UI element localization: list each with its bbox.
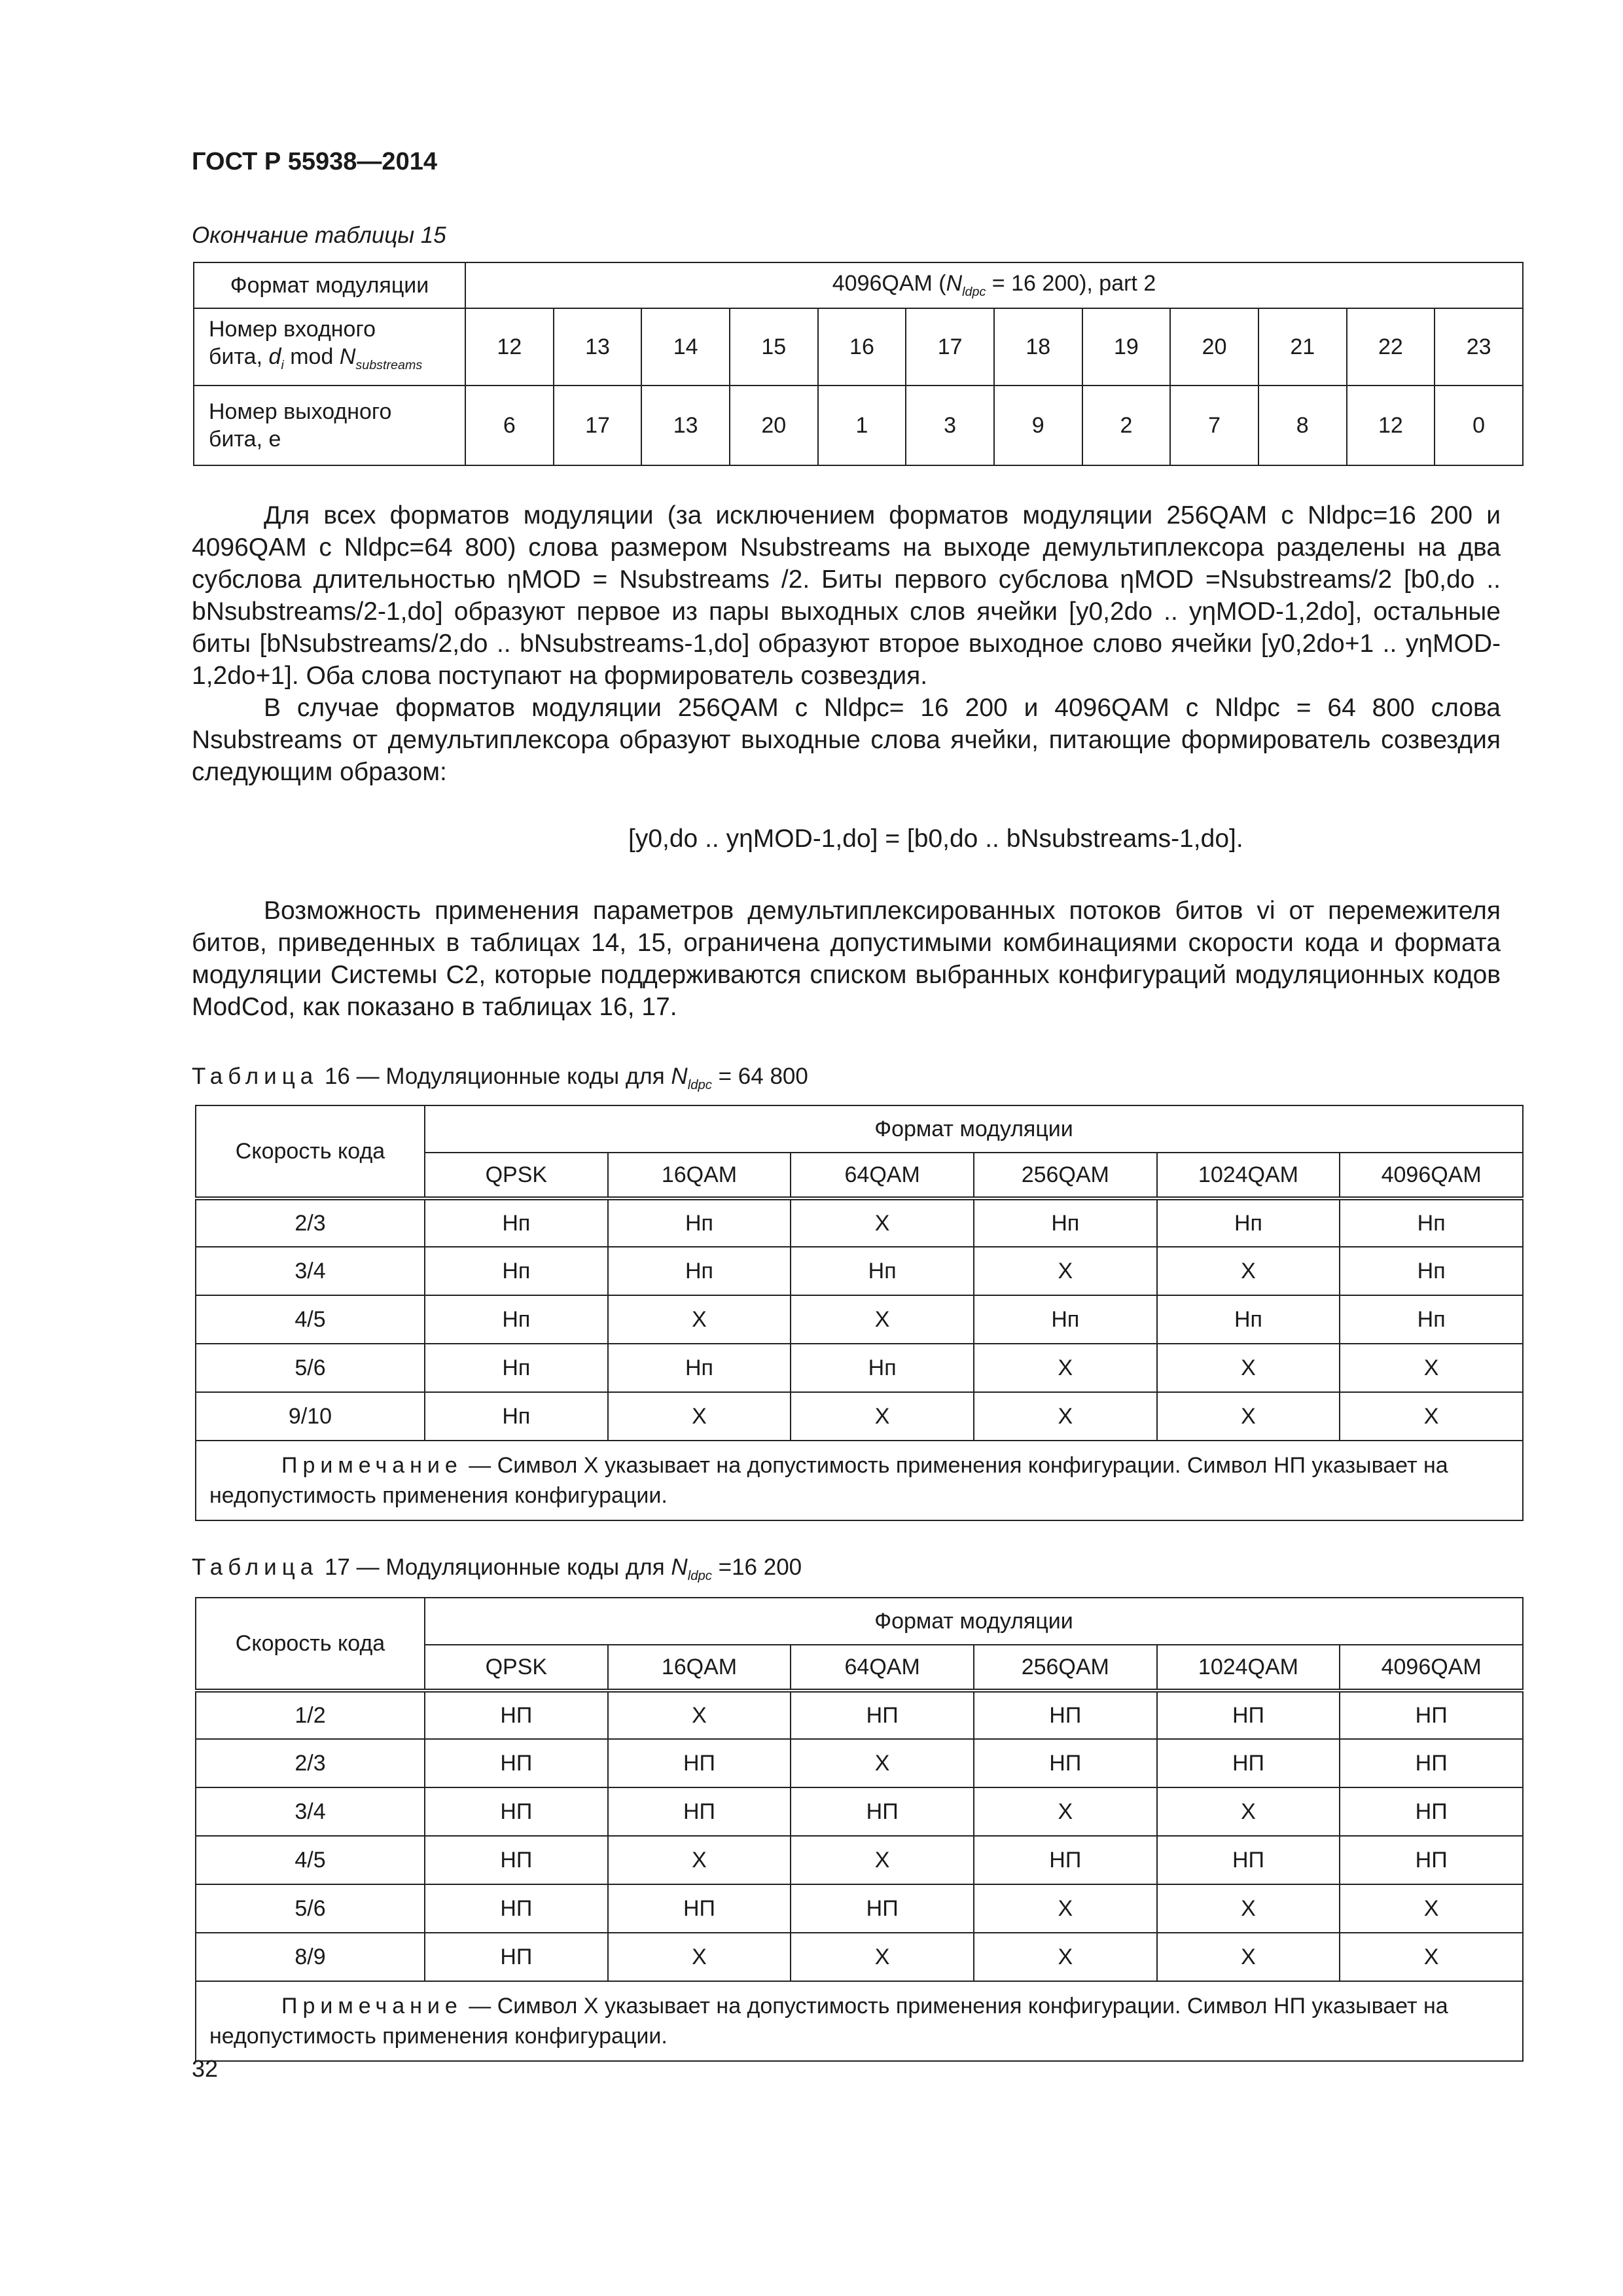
table16-cell: X xyxy=(1340,1392,1523,1441)
table16-cell: X xyxy=(1157,1344,1340,1392)
table-row xyxy=(196,1884,1523,1933)
table17-cell: X xyxy=(1157,1884,1340,1933)
table15-cell: 12 xyxy=(465,308,554,386)
table17-cell: НП xyxy=(608,1884,791,1933)
table15-cell: 2 xyxy=(1082,386,1171,465)
table16-cell: Нп xyxy=(608,1198,791,1247)
table16-col-header: 1024QAM xyxy=(1157,1153,1340,1198)
paragraph-1: Для всех форматов модуляции (за исключением форматов модуляции 256QAM с Nldpc=16 200 и 4096QAM с Nldpc=64 800) слова размером Nsubstreams на выходе демультиплексора разделены на два субслова длительностью ηMOD = Nsubstreams /2. Биты первого субслова ηMOD =Nsubstreams/2 [b0,do .. bNsubstreams/2-1,do] образуют первое из пары выходных слов ячейки [y0,2do .. yηMOD-1,2do], остальные биты [bNsubstreams/2,do .. bNsubstreams-1,do] образуют второе выходное слово ячейки [y0,2do+1 .. yηMOD-1,2do+1]. Оба слова поступают на формирователь созвездия. xyxy=(192,501,1501,690)
table16-cell: Нп xyxy=(1157,1198,1340,1247)
table17-rate-cell: 3/4 xyxy=(196,1787,425,1836)
table17-col-header: 64QAM xyxy=(791,1645,974,1691)
table17-rate-cell: 4/5 xyxy=(196,1836,425,1884)
table15-cell: 16 xyxy=(818,308,906,386)
table17-cell: X xyxy=(1157,1787,1340,1836)
table17-cell: X xyxy=(1340,1933,1523,1981)
table15-cell: 6 xyxy=(465,386,554,465)
table16-col-header: 64QAM xyxy=(791,1153,974,1198)
table15-cell: 23 xyxy=(1435,308,1523,386)
table16-cell: X xyxy=(974,1247,1157,1295)
table17-cell: X xyxy=(974,1933,1157,1981)
table16 xyxy=(195,1105,1524,1521)
table15-input-bit-row xyxy=(194,308,1523,386)
table15-format-value: 4096QAM ($N_{ldpc} = 16$ 200), part 2 xyxy=(465,262,1523,308)
table17-rate-cell: 2/3 xyxy=(196,1739,425,1787)
table17-note: Примечание — Символ X указывает на допустимость применения конфигурации. Символ НП указывает на недопустимость применения конфигурации. xyxy=(196,1981,1523,2061)
table-row xyxy=(196,1295,1523,1344)
table15-cell: 13 xyxy=(641,386,730,465)
table15-output-bit-row xyxy=(194,386,1523,465)
table-row xyxy=(196,1198,1523,1247)
table15-cell: 20 xyxy=(730,386,818,465)
table16-rate-cell: 5/6 xyxy=(196,1344,425,1392)
page-number: 32 xyxy=(192,2055,219,2082)
table17-col-header: 1024QAM xyxy=(1157,1645,1340,1691)
table17-cell: НП xyxy=(1340,1836,1523,1884)
table16-cell: Нп xyxy=(425,1247,608,1295)
table17-col-header: QPSK xyxy=(425,1645,608,1691)
table17-rate-header: Скорость кода xyxy=(196,1598,425,1691)
table16-cell: X xyxy=(791,1295,974,1344)
table-row xyxy=(196,1787,1523,1836)
table16-cell: Нп xyxy=(425,1344,608,1392)
table16-cell: Нп xyxy=(608,1344,791,1392)
table17-cell: НП xyxy=(1157,1836,1340,1884)
table16-cell: X xyxy=(974,1344,1157,1392)
table17-format-header: Формат модуляции xyxy=(425,1598,1523,1645)
table16-cell: Нп xyxy=(974,1198,1157,1247)
table16-cell: Нп xyxy=(608,1247,791,1295)
table17-cell: НП xyxy=(974,1739,1157,1787)
table16-rate-header: Скорость кода xyxy=(196,1105,425,1198)
table16-rate-cell: 9/10 xyxy=(196,1392,425,1441)
table16-rate-cell: 2/3 xyxy=(196,1198,425,1247)
table-row xyxy=(196,1933,1523,1981)
table17-cell: НП xyxy=(1340,1739,1523,1787)
table15-cell: 13 xyxy=(554,308,642,386)
table17-cell: X xyxy=(791,1933,974,1981)
table16-cell: Нп xyxy=(1157,1295,1340,1344)
table15-continuation-label: Окончание таблицы 15 xyxy=(192,223,446,248)
table17-rate-cell: 8/9 xyxy=(196,1933,425,1981)
table17-col-header: 256QAM xyxy=(974,1645,1157,1691)
table16-cell: Нп xyxy=(1340,1295,1523,1344)
table17-cell: X xyxy=(1340,1884,1523,1933)
table15-format-label: Формат модуляции xyxy=(194,262,465,308)
table16-cell: X xyxy=(608,1295,791,1344)
body-text xyxy=(192,499,1501,788)
table16-col-header: 256QAM xyxy=(974,1153,1157,1198)
table16-cell: X xyxy=(791,1198,974,1247)
table17-cell: X xyxy=(974,1787,1157,1836)
table16-cell: Нп xyxy=(425,1198,608,1247)
table16-cell: X xyxy=(1157,1247,1340,1295)
table17-cell: НП xyxy=(1157,1691,1340,1739)
table17-cell: НП xyxy=(791,1787,974,1836)
table17-note-row xyxy=(196,1981,1523,2061)
table-row xyxy=(196,1739,1523,1787)
table16-cell: X xyxy=(608,1392,791,1441)
table15-cell: 15 xyxy=(730,308,818,386)
table16-cell: X xyxy=(974,1392,1157,1441)
table16-col-header: QPSK xyxy=(425,1153,608,1198)
table-row xyxy=(196,1836,1523,1884)
table16-cell: Нп xyxy=(791,1344,974,1392)
table17-cell: НП xyxy=(425,1836,608,1884)
table17-cell: X xyxy=(608,1933,791,1981)
table15-cell: 0 xyxy=(1435,386,1523,465)
table16-cell: X xyxy=(1340,1344,1523,1392)
table15-cell: 17 xyxy=(906,308,994,386)
table16-note: Примечание — Символ X указывает на допустимость применения конфигурации. Символ НП указывает на недопустимость применения конфигурации. xyxy=(196,1441,1523,1520)
table16-cell: Нп xyxy=(1340,1198,1523,1247)
table16-rate-cell: 4/5 xyxy=(196,1295,425,1344)
table17-cell: X xyxy=(1157,1933,1340,1981)
formula: [y0,do .. yηMOD-1,do] = [b0,do .. bNsubstreams-1,do]. xyxy=(628,825,1243,853)
body-text-2 xyxy=(192,895,1501,1023)
table15 xyxy=(193,262,1524,466)
table17-cell: НП xyxy=(425,1787,608,1836)
table17-col-header: 16QAM xyxy=(608,1645,791,1691)
table17-cell: НП xyxy=(1340,1787,1523,1836)
table17-cell: НП xyxy=(425,1884,608,1933)
table17-col-header: 4096QAM xyxy=(1340,1645,1523,1691)
table15-cell: 20 xyxy=(1170,308,1258,386)
table16-cell: Нп xyxy=(425,1295,608,1344)
table15-cell: 1 xyxy=(818,386,906,465)
table17-cell: НП xyxy=(425,1691,608,1739)
table17-cell: X xyxy=(791,1739,974,1787)
paragraph-2: В случае форматов модуляции 256QAM с Nldpc= 16 200 и 4096QAM с Nldpc = 64 800 слова Nsubstreams от демультиплексора образуют выходные слова ячейки, питающие формирователь созвездия следующим образом: xyxy=(192,694,1501,786)
table15-cell: 14 xyxy=(641,308,730,386)
table-row xyxy=(196,1344,1523,1392)
table17-cell: X xyxy=(974,1884,1157,1933)
table15-cell: 7 xyxy=(1170,386,1258,465)
table16-rate-cell: 3/4 xyxy=(196,1247,425,1295)
table15-cell: 17 xyxy=(554,386,642,465)
table17-cell: НП xyxy=(791,1691,974,1739)
table16-cell: Нп xyxy=(791,1247,974,1295)
table16-col-header: 4096QAM xyxy=(1340,1153,1523,1198)
table15-cell: 19 xyxy=(1082,308,1171,386)
table17-cell: НП xyxy=(974,1836,1157,1884)
table-row xyxy=(196,1691,1523,1739)
table16-note-row xyxy=(196,1441,1523,1520)
table17-cell: НП xyxy=(974,1691,1157,1739)
table16-cell: Нп xyxy=(425,1392,608,1441)
table16-cell: Нп xyxy=(974,1295,1157,1344)
table17 xyxy=(195,1597,1524,2062)
table15-cell: 18 xyxy=(994,308,1082,386)
table-row xyxy=(196,1247,1523,1295)
table16-format-header: Формат модуляции xyxy=(425,1105,1523,1153)
table-row xyxy=(196,1392,1523,1441)
table15-cell: 12 xyxy=(1347,386,1435,465)
table17-cell: X xyxy=(791,1836,974,1884)
table16-cell: Нп xyxy=(1340,1247,1523,1295)
table17-caption: Таблица 17 — Модуляционные коды для $N_{ldpc} =16$ 200 xyxy=(192,1554,802,1583)
table16-caption: Таблица 16 — Модуляционные коды для $N_{ldpc} = 64$ 800 xyxy=(192,1064,808,1092)
table15-cell: 21 xyxy=(1258,308,1347,386)
table16-cell: X xyxy=(791,1392,974,1441)
table15-input-bit-label: Номер входного бита, $d_i$ mod $N_{substreams}$ xyxy=(194,308,465,386)
table16-col-header: 16QAM xyxy=(608,1153,791,1198)
table15-cell: 22 xyxy=(1347,308,1435,386)
table17-cell: НП xyxy=(608,1739,791,1787)
table15-cell: 8 xyxy=(1258,386,1347,465)
table17-rate-cell: 5/6 xyxy=(196,1884,425,1933)
table15-cell: 3 xyxy=(906,386,994,465)
table17-cell: НП xyxy=(1157,1739,1340,1787)
table17-cell: НП xyxy=(425,1739,608,1787)
table17-cell: X xyxy=(608,1836,791,1884)
document-header: ГОСТ Р 55938—2014 xyxy=(192,148,437,175)
table17-cell: НП xyxy=(1340,1691,1523,1739)
table17-cell: НП xyxy=(425,1933,608,1981)
table16-cell: X xyxy=(1157,1392,1340,1441)
paragraph-3: Возможность применения параметров демультиплексированных потоков битов vi от перемежителя битов, приведенных в таблицах 14, 15, ограничена допустимыми комбинациями скорости кода и формата модуляции Системы С2, которые поддерживаются списком выбранных конфигураций модуляционных кодов ModCod, как показано в таблицах 16, 17. xyxy=(192,897,1501,1021)
table17-cell: НП xyxy=(608,1787,791,1836)
table15-format-row xyxy=(194,262,1523,308)
table15-output-bit-label: Номер выходного бита, e xyxy=(194,386,465,465)
table17-cell: X xyxy=(608,1691,791,1739)
table17-rate-cell: 1/2 xyxy=(196,1691,425,1739)
table15-cell: 9 xyxy=(994,386,1082,465)
table17-cell: НП xyxy=(791,1884,974,1933)
